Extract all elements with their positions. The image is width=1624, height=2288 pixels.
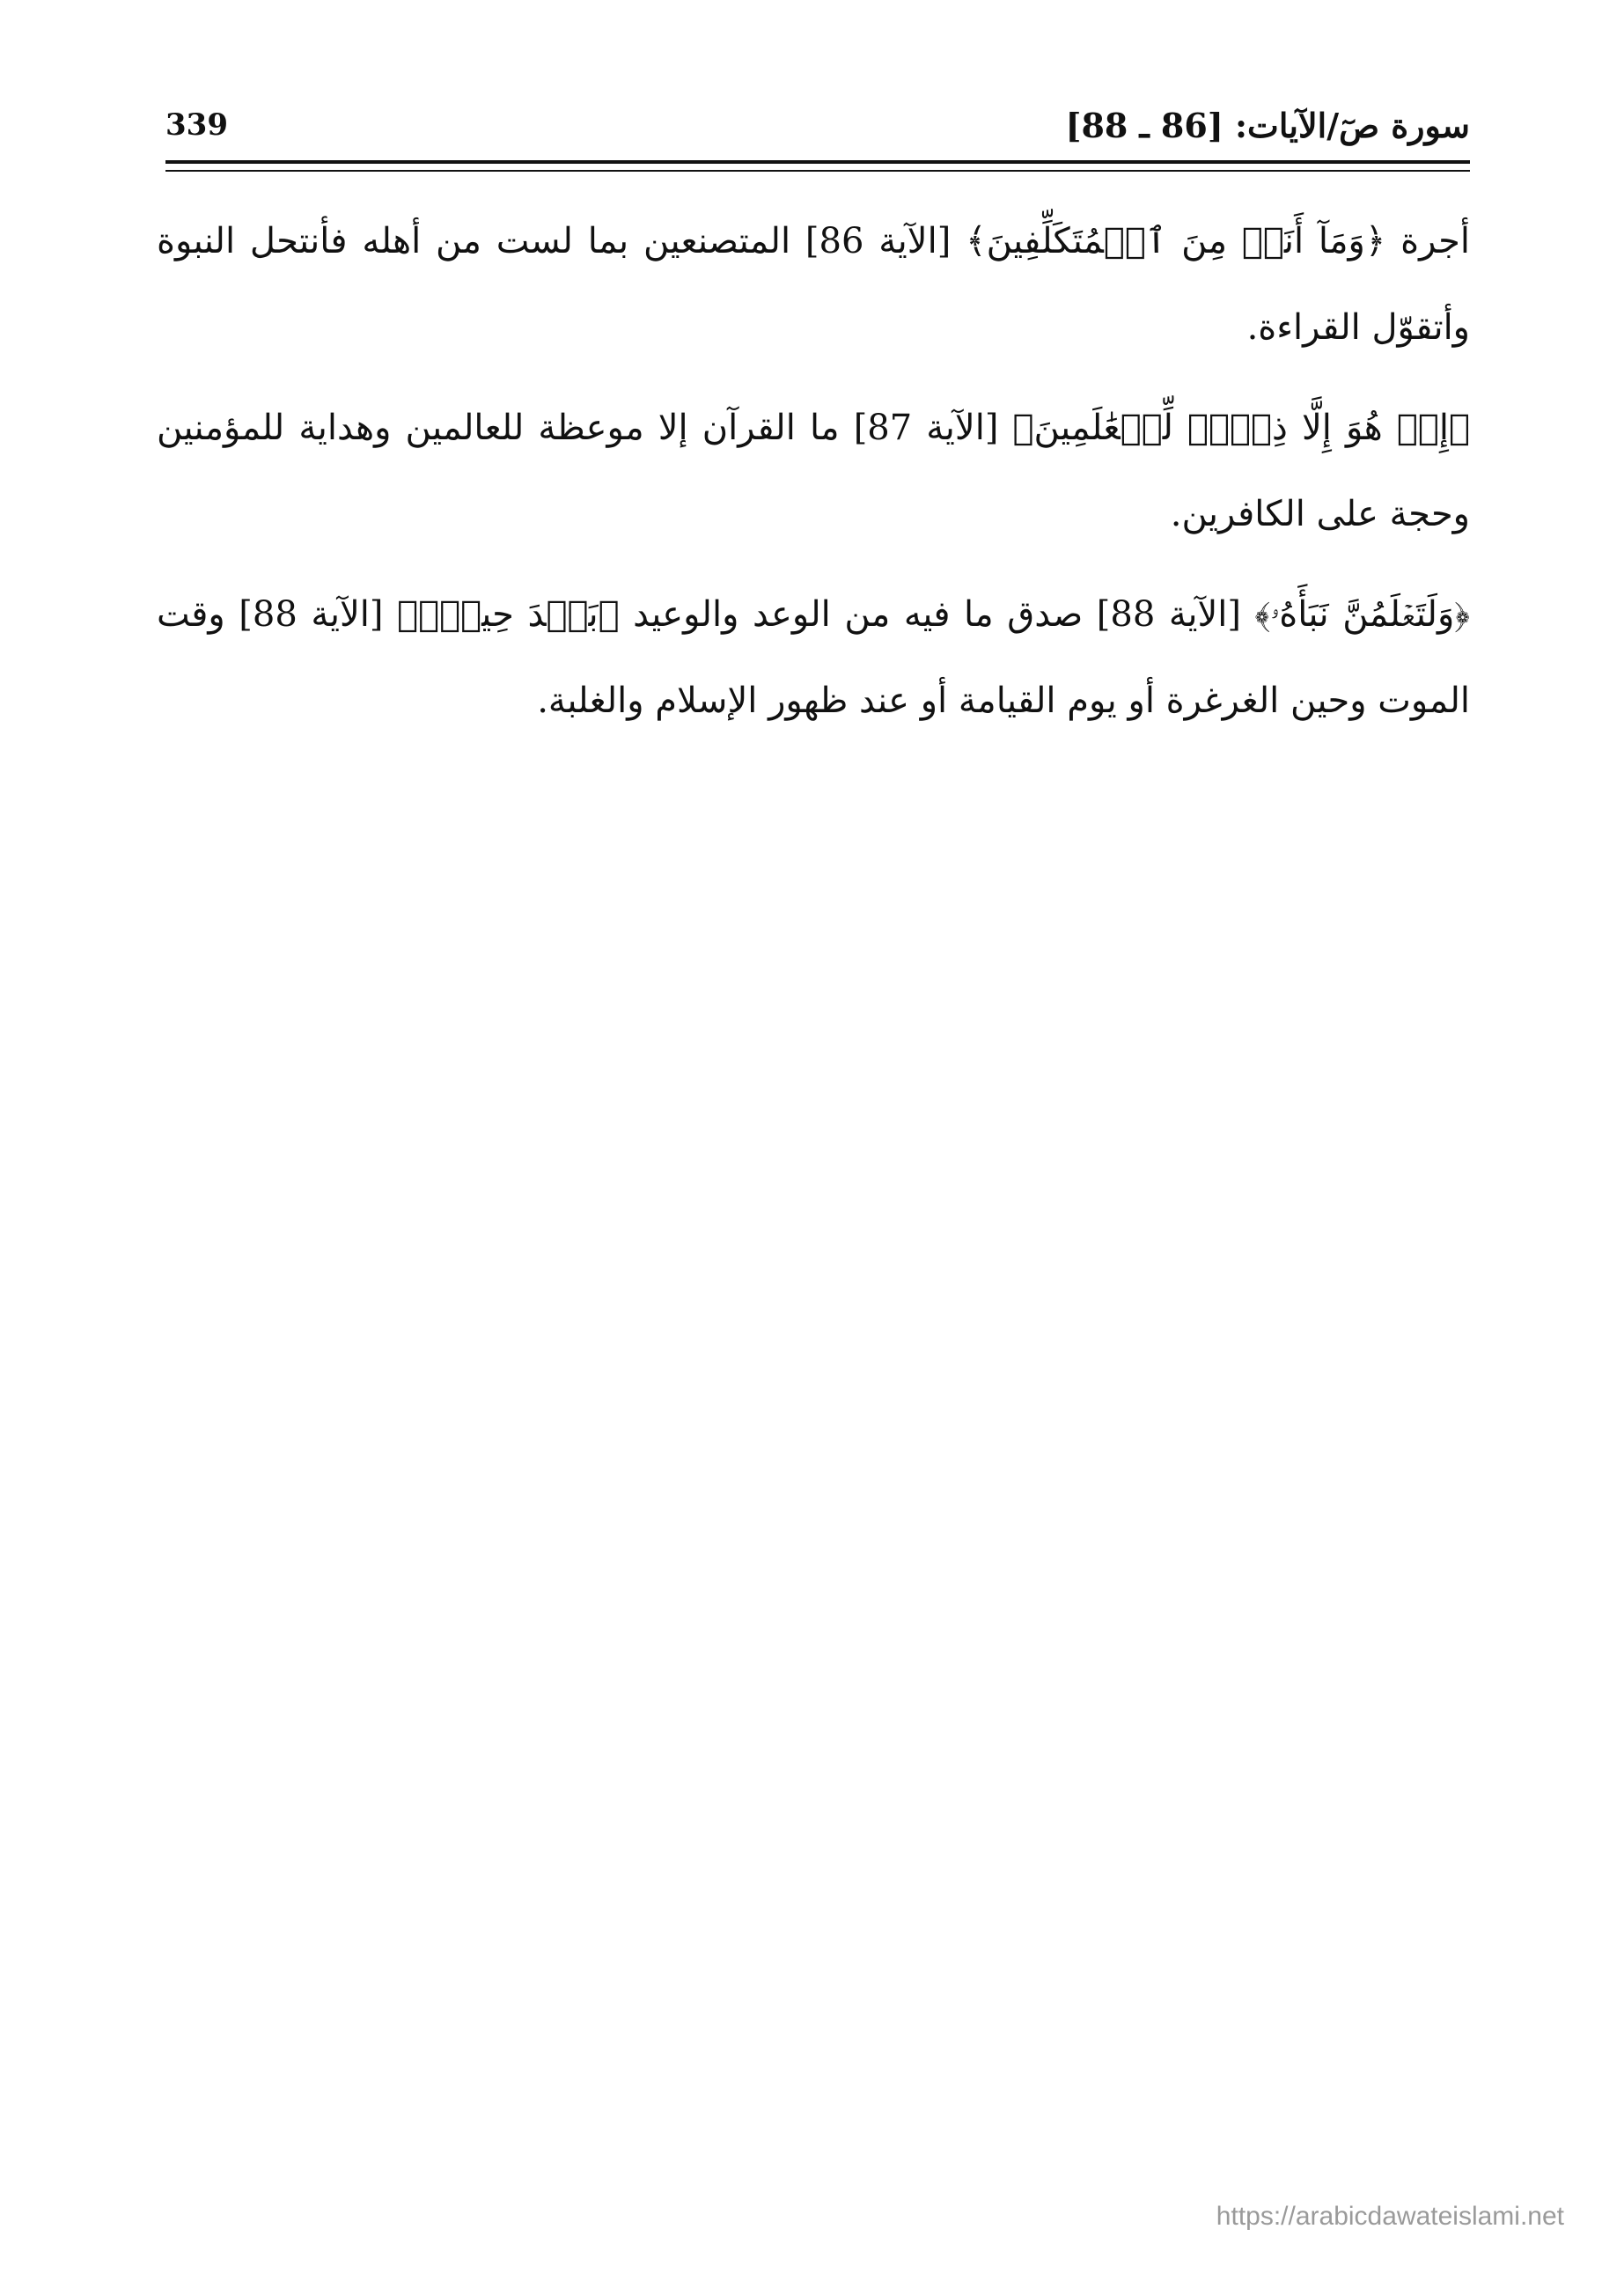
paragraph-1: أجرة ﴿وَمَآ أَنَا۠ مِنَ ٱلۡمُتَكَلِّفِينَ﴾ [الآية 86] المتصنعين بما لست من أهله فأنتحل النبوة وأتقوّل القراءة. <box>157 221 1470 348</box>
body-text <box>157 198 1470 758</box>
header-rule-thin <box>165 170 1470 172</box>
paragraph-2: ﴿إِنۡ هُوَ إِلَّا ذِكۡرٞ لِّلۡعَٰلَمِينَ﴾ [الآية 87] ما القرآن إلا موعظة للعالمين وهداية للمؤمنين وحجة على الكافرين. <box>157 408 1470 534</box>
header-rule-thick <box>165 160 1470 164</box>
running-header-title: سورة صٓ/الآيات: [86 ـ 88] <box>1065 106 1470 145</box>
watermark-url: https://arabicdawateislami.net <box>1216 2202 1564 2231</box>
page-number: 339 <box>165 107 228 143</box>
page-header <box>165 99 1470 151</box>
paragraph-3: ﴿وَلَتَعۡلَمُنَّ نَبَأَهُۥ﴾ [الآية 88] صدق ما فيه من الوعد والوعيد ﴿بَعۡدَ حِينِۭ﴾ [الآية 88] وقت الموت وحين الغرغرة أو يوم القيامة أو عند ظهور الإسلام والغلبة. <box>157 594 1470 721</box>
